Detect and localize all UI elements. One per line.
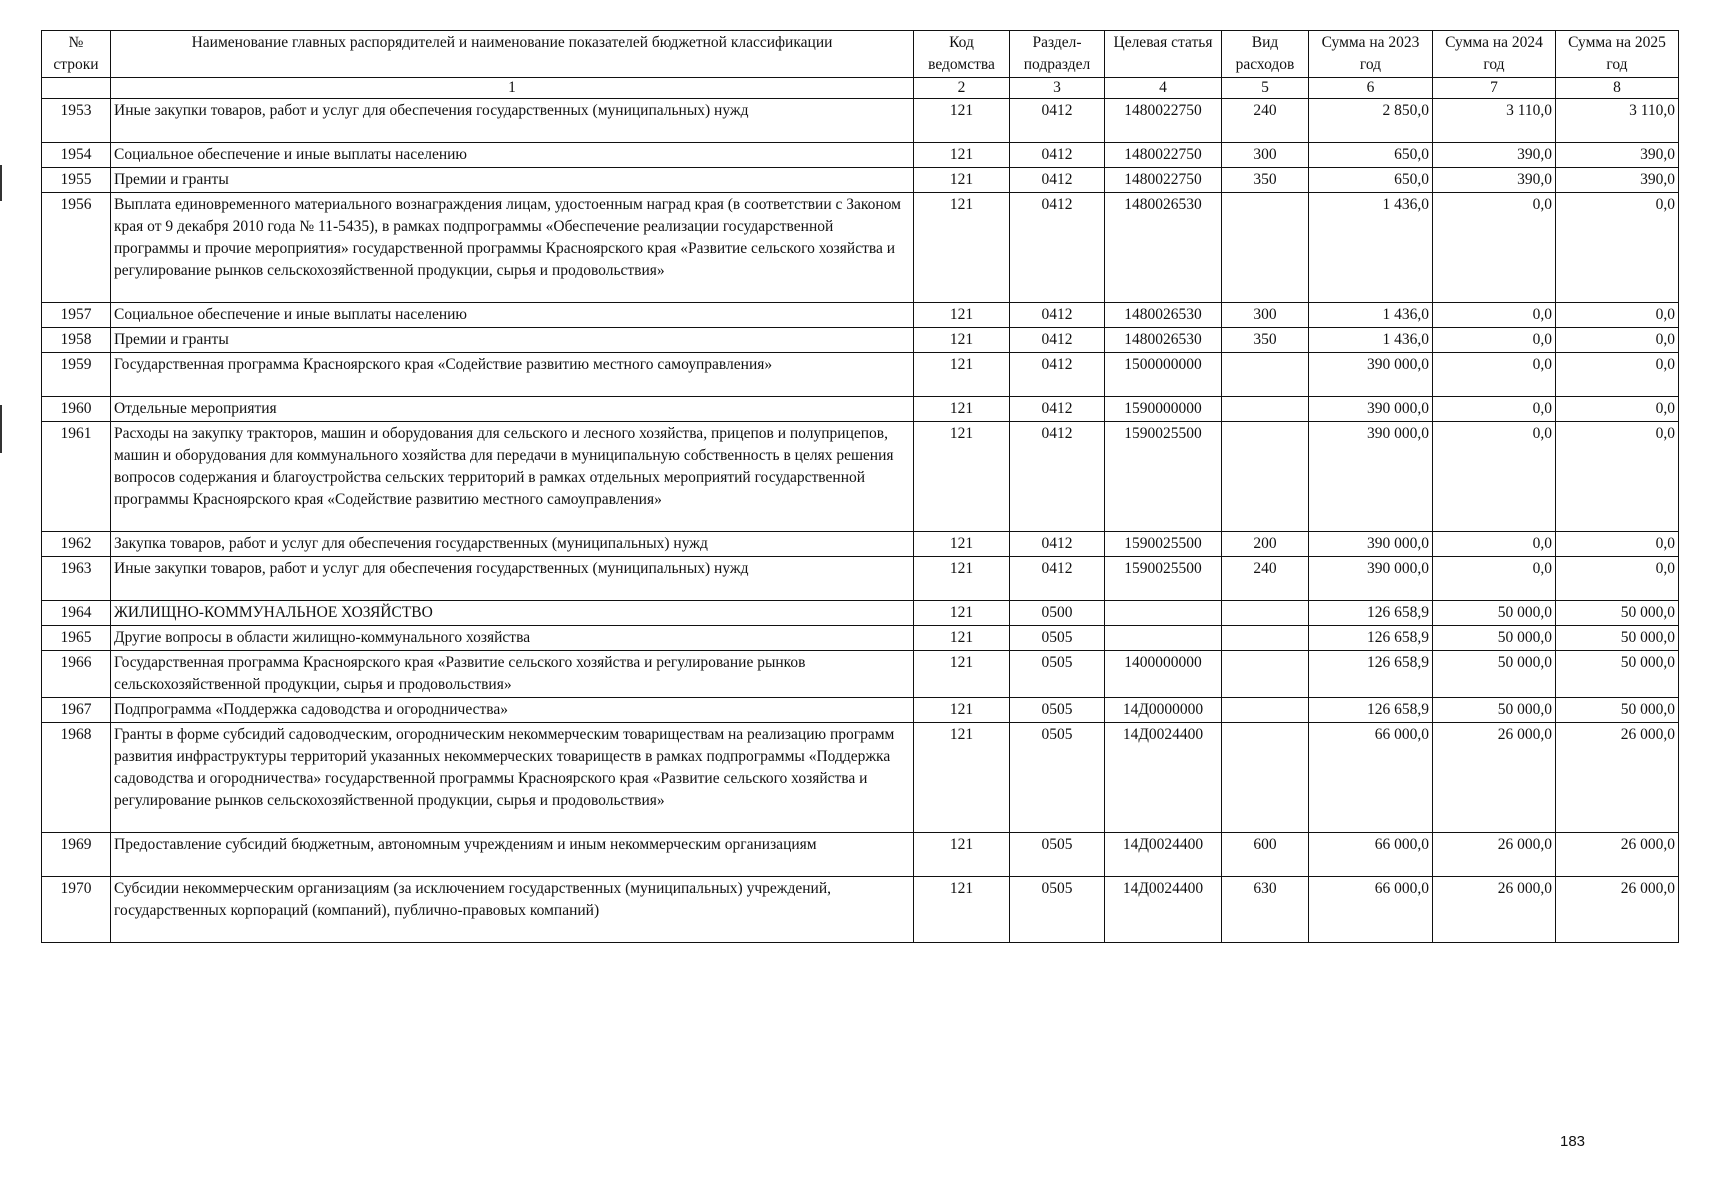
row-stat: 1590025500 <box>1105 557 1222 601</box>
row-sum-2025: 0,0 <box>1556 193 1679 303</box>
row-ved: 121 <box>914 626 1010 651</box>
row-sum-2025: 0,0 <box>1556 353 1679 397</box>
row-razdel: 0505 <box>1010 626 1105 651</box>
row-sum-2025: 390,0 <box>1556 168 1679 193</box>
row-number: 1955 <box>42 168 111 193</box>
row-number: 1969 <box>42 833 111 877</box>
row-stat: 14Д0024400 <box>1105 877 1222 943</box>
row-razdel: 0505 <box>1010 698 1105 723</box>
row-ved: 121 <box>914 723 1010 833</box>
row-sum-2025: 0,0 <box>1556 328 1679 353</box>
table-row <box>42 143 1679 168</box>
row-number: 1968 <box>42 723 111 833</box>
row-razdel: 0412 <box>1010 532 1105 557</box>
row-vid: 240 <box>1222 557 1309 601</box>
header-2025: Сумма на 2025 год <box>1556 31 1679 78</box>
row-ved: 121 <box>914 193 1010 303</box>
table-row <box>42 168 1679 193</box>
table-row <box>42 601 1679 626</box>
row-sum-2025: 50 000,0 <box>1556 698 1679 723</box>
row-name: Другие вопросы в области жилищно-коммунального хозяйства <box>111 626 914 651</box>
row-number: 1953 <box>42 99 111 143</box>
row-sum-2023: 390 000,0 <box>1309 532 1433 557</box>
row-sum-2024: 0,0 <box>1433 193 1556 303</box>
row-razdel: 0412 <box>1010 422 1105 532</box>
row-ved: 121 <box>914 877 1010 943</box>
row-vid: 300 <box>1222 143 1309 168</box>
row-sum-2023: 650,0 <box>1309 143 1433 168</box>
row-sum-2024: 390,0 <box>1433 168 1556 193</box>
header-row <box>42 31 1679 78</box>
row-ved: 121 <box>914 353 1010 397</box>
row-number: 1960 <box>42 397 111 422</box>
row-stat: 14Д0024400 <box>1105 723 1222 833</box>
column-index: 3 <box>1010 78 1105 99</box>
row-sum-2025: 0,0 <box>1556 397 1679 422</box>
table-body <box>42 99 1679 943</box>
row-sum-2025: 0,0 <box>1556 303 1679 328</box>
row-vid <box>1222 626 1309 651</box>
header-name: Наименование главных распорядителей и наименование показателей бюджетной классификации <box>111 31 914 78</box>
row-vid <box>1222 353 1309 397</box>
row-razdel: 0505 <box>1010 651 1105 698</box>
row-name: Государственная программа Красноярского края «Развитие сельского хозяйства и регулирование рынков сельскохозяйственной продукции, сырья и продовольствия» <box>111 651 914 698</box>
row-number: 1966 <box>42 651 111 698</box>
row-sum-2023: 66 000,0 <box>1309 723 1433 833</box>
row-sum-2024: 0,0 <box>1433 532 1556 557</box>
row-ved: 121 <box>914 99 1010 143</box>
row-ved: 121 <box>914 328 1010 353</box>
row-razdel: 0412 <box>1010 397 1105 422</box>
row-sum-2024: 0,0 <box>1433 353 1556 397</box>
row-stat <box>1105 626 1222 651</box>
row-sum-2024: 26 000,0 <box>1433 723 1556 833</box>
row-sum-2025: 26 000,0 <box>1556 723 1679 833</box>
row-sum-2023: 1 436,0 <box>1309 303 1433 328</box>
row-stat <box>1105 601 1222 626</box>
row-razdel: 0500 <box>1010 601 1105 626</box>
row-ved: 121 <box>914 422 1010 532</box>
row-razdel: 0412 <box>1010 328 1105 353</box>
row-stat: 1480022750 <box>1105 99 1222 143</box>
table-row <box>42 557 1679 601</box>
row-vid: 630 <box>1222 877 1309 943</box>
row-sum-2024: 50 000,0 <box>1433 626 1556 651</box>
row-sum-2025: 50 000,0 <box>1556 601 1679 626</box>
column-index: 2 <box>914 78 1010 99</box>
row-sum-2024: 26 000,0 <box>1433 833 1556 877</box>
table-row <box>42 877 1679 943</box>
row-stat: 1480026530 <box>1105 328 1222 353</box>
row-vid: 300 <box>1222 303 1309 328</box>
row-name: Социальное обеспечение и иные выплаты населению <box>111 143 914 168</box>
row-sum-2023: 66 000,0 <box>1309 833 1433 877</box>
row-razdel: 0412 <box>1010 303 1105 328</box>
row-ved: 121 <box>914 833 1010 877</box>
table-row <box>42 532 1679 557</box>
row-sum-2025: 0,0 <box>1556 557 1679 601</box>
row-name: Выплата единовременного материального вознаграждения лицам, удостоенным наград края (в соответствии с Законом края от 9 декабря 2010 года № 11-5435), в рамках подпрограммы «Обеспечение реализации государственной программы и прочие мероприятия» государственной программы Красноярского края «Развитие сельского хозяйства и регулирование рынков сельскохозяйственной продукции, сырья и продовольствия» <box>111 193 914 303</box>
row-stat: 1480026530 <box>1105 303 1222 328</box>
margin-mark <box>0 405 2 453</box>
header-2023: Сумма на 2023 год <box>1309 31 1433 78</box>
row-name: Иные закупки товаров, работ и услуг для обеспечения государственных (муниципальных) нужд <box>111 557 914 601</box>
table-row <box>42 193 1679 303</box>
table-row <box>42 651 1679 698</box>
row-sum-2025: 0,0 <box>1556 422 1679 532</box>
row-sum-2023: 1 436,0 <box>1309 328 1433 353</box>
row-ved: 121 <box>914 168 1010 193</box>
row-ved: 121 <box>914 532 1010 557</box>
row-stat: 1590025500 <box>1105 532 1222 557</box>
table-row <box>42 303 1679 328</box>
row-sum-2025: 0,0 <box>1556 532 1679 557</box>
row-number: 1957 <box>42 303 111 328</box>
row-sum-2025: 26 000,0 <box>1556 833 1679 877</box>
row-razdel: 0412 <box>1010 143 1105 168</box>
row-razdel: 0412 <box>1010 168 1105 193</box>
row-name: Закупка товаров, работ и услуг для обеспечения государственных (муниципальных) нужд <box>111 532 914 557</box>
table-row <box>42 698 1679 723</box>
row-sum-2023: 390 000,0 <box>1309 422 1433 532</box>
table-row <box>42 397 1679 422</box>
header-num: № строки <box>42 31 111 78</box>
row-stat: 1590000000 <box>1105 397 1222 422</box>
row-sum-2024: 0,0 <box>1433 328 1556 353</box>
row-number: 1959 <box>42 353 111 397</box>
row-ved: 121 <box>914 698 1010 723</box>
row-sum-2023: 126 658,9 <box>1309 698 1433 723</box>
row-ved: 121 <box>914 397 1010 422</box>
row-ved: 121 <box>914 601 1010 626</box>
row-stat: 1480022750 <box>1105 143 1222 168</box>
row-sum-2024: 3 110,0 <box>1433 99 1556 143</box>
row-name: ЖИЛИЩНО-КОММУНАЛЬНОЕ ХОЗЯЙСТВО <box>111 601 914 626</box>
row-sum-2023: 66 000,0 <box>1309 877 1433 943</box>
table-row <box>42 422 1679 532</box>
row-name: Гранты в форме субсидий садоводческим, огородническим некоммерческим товариществам на реализацию программ развития инфраструктуры территорий указанных некоммерческих товариществ в рамках подпрограммы «Поддержка садоводства и огородничества» государственной программы Красноярского края «Развитие сельского хозяйства и регулирование рынков сельскохозяйственной продукции, сырья и продовольствия» <box>111 723 914 833</box>
column-index: 7 <box>1433 78 1556 99</box>
row-stat: 1480022750 <box>1105 168 1222 193</box>
budget-table <box>41 30 1679 943</box>
row-vid <box>1222 698 1309 723</box>
row-sum-2024: 0,0 <box>1433 557 1556 601</box>
row-vid: 350 <box>1222 328 1309 353</box>
header-vid: Вид расходов <box>1222 31 1309 78</box>
column-index <box>42 78 111 99</box>
row-sum-2024: 26 000,0 <box>1433 877 1556 943</box>
row-sum-2024: 0,0 <box>1433 397 1556 422</box>
row-razdel: 0412 <box>1010 557 1105 601</box>
header-stat: Целевая статья <box>1105 31 1222 78</box>
row-sum-2025: 50 000,0 <box>1556 626 1679 651</box>
column-index: 8 <box>1556 78 1679 99</box>
row-vid <box>1222 397 1309 422</box>
row-vid <box>1222 193 1309 303</box>
row-razdel: 0412 <box>1010 99 1105 143</box>
column-index: 1 <box>111 78 914 99</box>
page-number: 183 <box>1560 1133 1586 1150</box>
row-ved: 121 <box>914 557 1010 601</box>
row-razdel: 0412 <box>1010 193 1105 303</box>
row-name: Иные закупки товаров, работ и услуг для обеспечения государственных (муниципальных) нужд <box>111 99 914 143</box>
row-stat: 1400000000 <box>1105 651 1222 698</box>
row-razdel: 0505 <box>1010 877 1105 943</box>
row-stat: 14Д0000000 <box>1105 698 1222 723</box>
table-row <box>42 833 1679 877</box>
table-row <box>42 353 1679 397</box>
row-sum-2024: 390,0 <box>1433 143 1556 168</box>
row-razdel: 0412 <box>1010 353 1105 397</box>
row-stat: 1590025500 <box>1105 422 1222 532</box>
column-index: 6 <box>1309 78 1433 99</box>
margin-mark <box>0 165 2 201</box>
row-sum-2023: 650,0 <box>1309 168 1433 193</box>
row-number: 1962 <box>42 532 111 557</box>
row-sum-2025: 50 000,0 <box>1556 651 1679 698</box>
row-name: Государственная программа Красноярского края «Содействие развитию местного самоуправления» <box>111 353 914 397</box>
header-2024: Сумма на 2024 год <box>1433 31 1556 78</box>
row-number: 1963 <box>42 557 111 601</box>
row-sum-2023: 126 658,9 <box>1309 651 1433 698</box>
row-number: 1965 <box>42 626 111 651</box>
row-sum-2024: 50 000,0 <box>1433 601 1556 626</box>
row-name: Предоставление субсидий бюджетным, автономным учреждениям и иным некоммерческим организациям <box>111 833 914 877</box>
table-row <box>42 626 1679 651</box>
row-sum-2023: 126 658,9 <box>1309 626 1433 651</box>
row-sum-2025: 390,0 <box>1556 143 1679 168</box>
row-number: 1970 <box>42 877 111 943</box>
row-name: Премии и гранты <box>111 328 914 353</box>
row-name: Субсидии некоммерческим организациям (за исключением государственных (муниципальных) учреждений, государственных корпораций (компаний), публично-правовых компаний) <box>111 877 914 943</box>
row-sum-2025: 3 110,0 <box>1556 99 1679 143</box>
column-index: 5 <box>1222 78 1309 99</box>
column-index-row <box>42 78 1679 99</box>
table-row <box>42 99 1679 143</box>
row-vid <box>1222 422 1309 532</box>
row-stat: 14Д0024400 <box>1105 833 1222 877</box>
row-sum-2025: 26 000,0 <box>1556 877 1679 943</box>
row-vid <box>1222 601 1309 626</box>
row-sum-2024: 50 000,0 <box>1433 698 1556 723</box>
row-sum-2023: 390 000,0 <box>1309 397 1433 422</box>
row-number: 1954 <box>42 143 111 168</box>
table-row <box>42 723 1679 833</box>
row-name: Премии и гранты <box>111 168 914 193</box>
header-razdel: Раздел-подраздел <box>1010 31 1105 78</box>
row-vid: 350 <box>1222 168 1309 193</box>
row-number: 1956 <box>42 193 111 303</box>
row-stat: 1480026530 <box>1105 193 1222 303</box>
row-sum-2023: 390 000,0 <box>1309 557 1433 601</box>
row-vid <box>1222 723 1309 833</box>
row-vid: 240 <box>1222 99 1309 143</box>
row-razdel: 0505 <box>1010 723 1105 833</box>
row-sum-2023: 2 850,0 <box>1309 99 1433 143</box>
row-stat: 1500000000 <box>1105 353 1222 397</box>
row-name: Подпрограмма «Поддержка садоводства и огородничества» <box>111 698 914 723</box>
row-sum-2023: 390 000,0 <box>1309 353 1433 397</box>
row-razdel: 0505 <box>1010 833 1105 877</box>
header-ved: Код ведомства <box>914 31 1010 78</box>
row-name: Отдельные мероприятия <box>111 397 914 422</box>
row-ved: 121 <box>914 143 1010 168</box>
row-vid: 600 <box>1222 833 1309 877</box>
row-sum-2024: 50 000,0 <box>1433 651 1556 698</box>
row-number: 1961 <box>42 422 111 532</box>
row-sum-2023: 126 658,9 <box>1309 601 1433 626</box>
row-ved: 121 <box>914 303 1010 328</box>
row-name: Расходы на закупку тракторов, машин и оборудования для сельского и лесного хозяйства, прицепов и полуприцепов, машин и оборудования для коммунального хозяйства для передачи в муниципальную собственность в целях решения вопросов содержания и благоустройства сельских территорий в рамках отдельных мероприятий государственной программы Красноярского края «Содействие развитию местного самоуправления» <box>111 422 914 532</box>
row-name: Социальное обеспечение и иные выплаты населению <box>111 303 914 328</box>
row-number: 1967 <box>42 698 111 723</box>
row-vid: 200 <box>1222 532 1309 557</box>
row-number: 1964 <box>42 601 111 626</box>
row-number: 1958 <box>42 328 111 353</box>
table-row <box>42 328 1679 353</box>
column-index: 4 <box>1105 78 1222 99</box>
row-sum-2024: 0,0 <box>1433 303 1556 328</box>
row-sum-2023: 1 436,0 <box>1309 193 1433 303</box>
row-sum-2024: 0,0 <box>1433 422 1556 532</box>
row-vid <box>1222 651 1309 698</box>
row-ved: 121 <box>914 651 1010 698</box>
